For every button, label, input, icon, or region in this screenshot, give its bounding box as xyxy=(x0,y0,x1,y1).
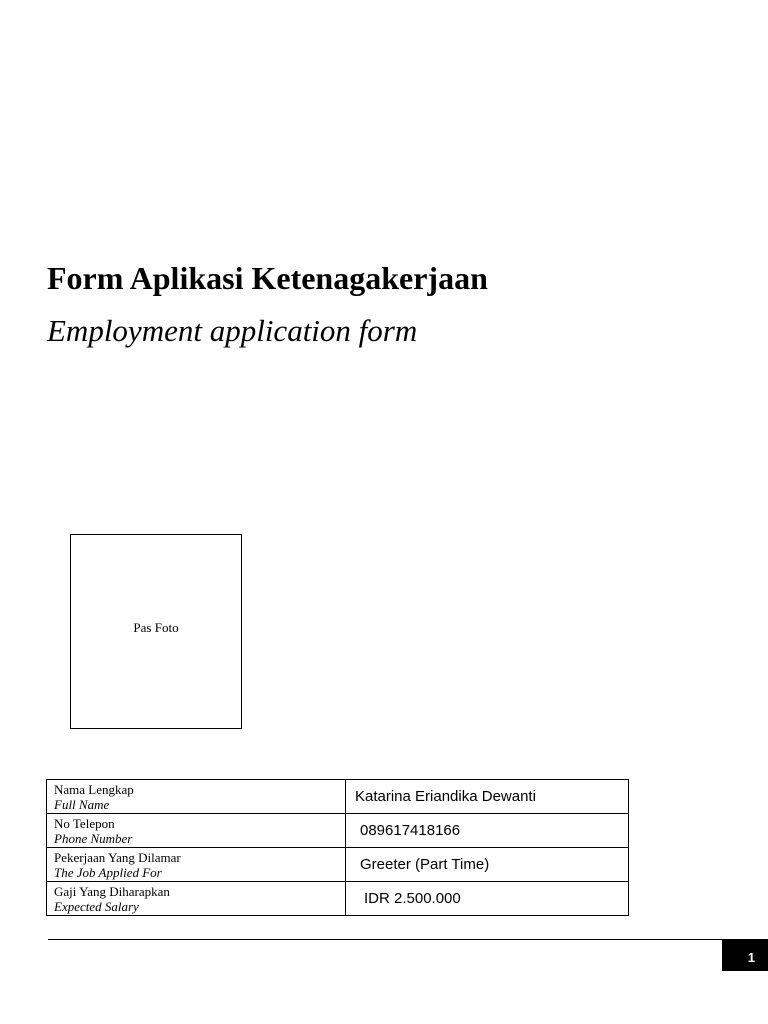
table-row xyxy=(47,848,629,882)
field-label xyxy=(47,780,346,814)
page-title: Form Aplikasi Ketenagakerjaan xyxy=(47,260,488,296)
table-row xyxy=(47,882,629,916)
field-value-full-name: Katarina Eriandika Dewanti xyxy=(346,780,629,814)
field-label-id: Pekerjaan Yang Dilamar xyxy=(54,849,181,865)
field-value-expected-salary: IDR 2.500.000 xyxy=(346,882,629,916)
field-label xyxy=(47,814,346,848)
field-label-en: The Job Applied For xyxy=(54,864,162,880)
footer-divider xyxy=(48,939,768,940)
field-label-en: Full Name xyxy=(54,796,110,812)
photo-placeholder xyxy=(70,534,242,729)
field-label-en: Phone Number xyxy=(54,830,133,846)
applicant-info-table xyxy=(46,779,629,916)
field-label-id: Nama Lengkap xyxy=(54,781,134,797)
field-label-id: No Telepon xyxy=(54,815,115,831)
field-label xyxy=(47,882,346,916)
field-label xyxy=(47,848,346,882)
page-number-badge: 1 xyxy=(722,939,768,971)
page-subtitle: Employment application form xyxy=(47,313,418,348)
table-row xyxy=(47,780,629,814)
field-value-job-applied: Greeter (Part Time) xyxy=(346,848,629,882)
field-label-en: Expected Salary xyxy=(54,898,139,914)
table-row xyxy=(47,814,629,848)
field-label-id: Gaji Yang Diharapkan xyxy=(54,883,170,899)
photo-label: Pas Foto xyxy=(133,620,179,635)
field-value-phone-number: 089617418166 xyxy=(346,814,629,848)
